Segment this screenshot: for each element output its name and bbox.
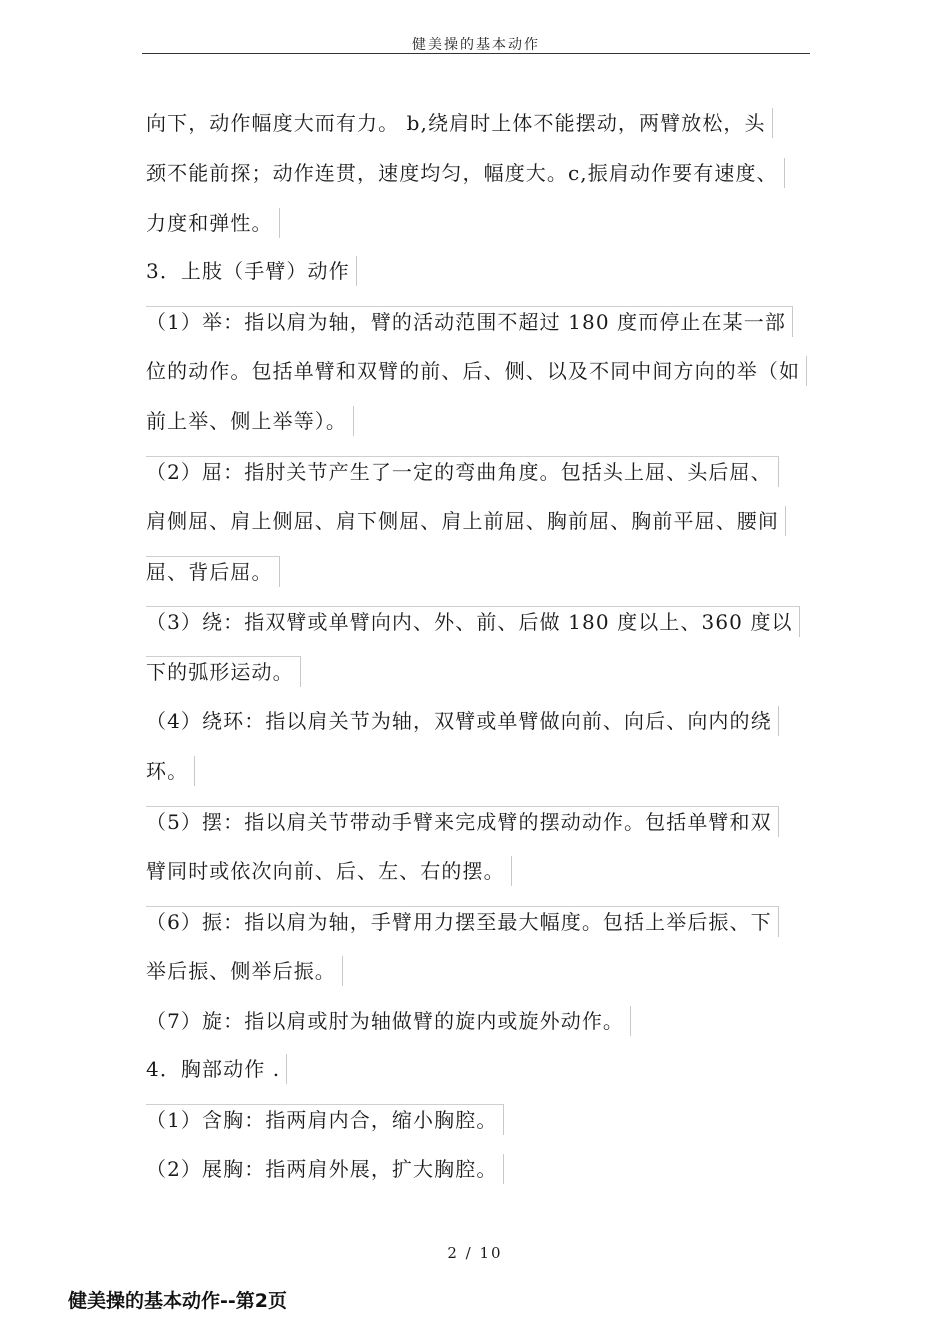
text-line: 前上举、侧上举等）。 [146,406,354,436]
text-line: （1）含胸：指两肩内合，缩小胸腔。 [146,1104,504,1135]
text-line: （5）摆：指以肩关节带动手臂来完成臂的摆动动作。包括单臂和双 [146,806,779,837]
text-line: 位的动作。包括单臂和双臂的前、后、侧、以及不同中间方向的举（如 [146,356,807,386]
text-line: 环。 [146,756,195,786]
header-rule [142,53,810,54]
document-footer-title: 健美操的基本动作--第2页 [68,1290,287,1312]
text-line: 颈不能前探；动作连贯，速度均匀，幅度大。c,振肩动作要有速度、 [146,158,785,188]
text-line: （1）举：指以肩为轴，臂的活动范围不超过 180 度而停止在某一部 [146,306,793,337]
page-number: 2 / 10 [447,1244,503,1262]
text-line: 3．上肢（手臂）动作 [146,256,357,286]
text-line: 下的弧形运动。 [146,656,301,687]
text-line: 向下，动作幅度大而有力。 b,绕肩时上体不能摆动，两臂放松，头 [146,108,773,138]
text-line: （4）绕环：指以肩关节为轴，双臂或单臂做向前、向后、向内的绕 [146,706,779,736]
text-line: （7）旋：指以肩或肘为轴做臂的旋内或旋外动作。 [146,1006,631,1036]
text-line: 臂同时或依次向前、后、左、右的摆。 [146,856,512,886]
text-line: （6）振：指以肩为轴，手臂用力摆至最大幅度。包括上举后振、下 [146,906,779,937]
text-line: 4．胸部动作 . [146,1054,287,1084]
text-line: （2）屈：指肘关节产生了一定的弯曲角度。包括头上屈、头后屈、 [146,456,779,487]
page-header: 健美操的基本动作 [412,37,540,53]
text-line: 力度和弹性。 [146,208,280,238]
text-line: （3）绕：指双臂或单臂向内、外、前、后做 180 度以上、360 度以 [146,606,800,637]
text-line: 屈、背后屈。 [146,556,280,587]
text-line: （2）展胸：指两肩外展，扩大胸腔。 [146,1154,504,1184]
text-line: 肩侧屈、肩上侧屈、肩下侧屈、肩上前屈、胸前屈、胸前平屈、腰间 [146,506,786,536]
text-line: 举后振、侧举后振。 [146,956,343,986]
